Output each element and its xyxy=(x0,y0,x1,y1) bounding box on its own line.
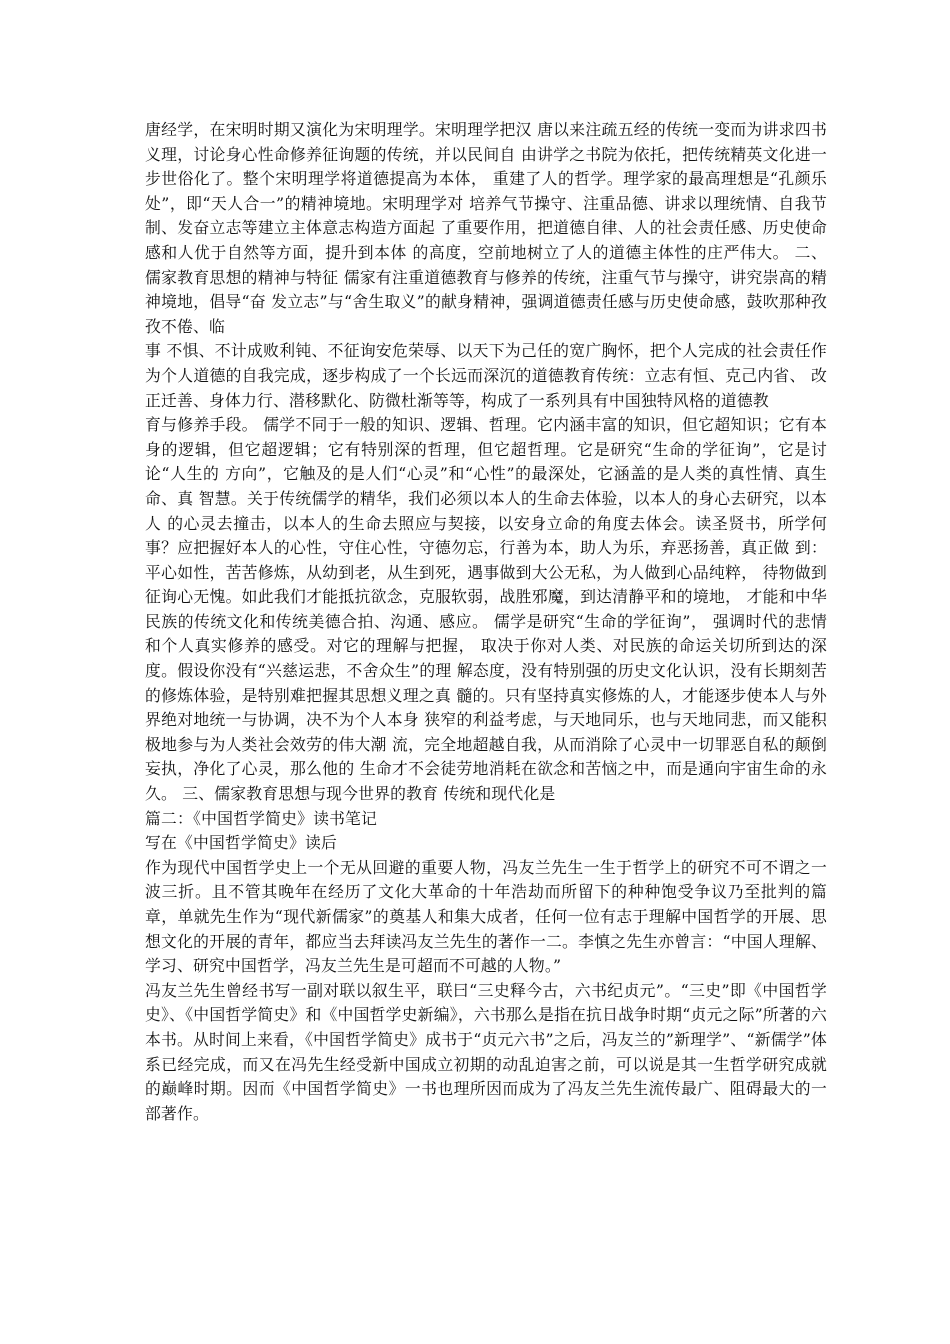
paragraph-song-ming-lixue: 唐经学，在宋明时期又演化为宋明理学。宋明理学把汉 唐以来注疏五经的传统一变而为讲求四书义理，讨论身心性命修养征询题的传统，并以民间自 由讲学之书院为依托，把传统精英文化进一步世俗化了。整个宋明理学将道德提高为本体， 重建了人的哲学。理学家的最高理想是“孔颜乐处”，即“天人合一”的精神境地。宋明理学对 培养气节操守、注重品德、讲求以理统情、自我节制、发奋立志等建立主体意志构造方面起 了重要作用，把道德自律、人的社会责任感、历史使命感和人优于自然等方面，提升到本体 的高度，空前地树立了人的道德主体性的庄严伟大。 二、儒家教育思想的精神与特征 儒家有注重道德教育与修养的传统，注重气节与操守，讲究崇高的精神境地，倡导“奋 发立志”与“舍生取义”的献身精神，强调道德责任感与历史使命感，鼓吹那种孜孜不倦、临 xyxy=(145,120,827,336)
document-body xyxy=(145,118,827,1126)
section-heading-part-two: 篇二：《中国哲学简史》读书笔记 xyxy=(145,808,378,828)
paragraph-feng-youlan-intro: 作为现代中国哲学史上一个无从回避的重要人物，冯友兰先生一生于哲学上的研究不可不谓之一波三折。且不管其晚年在经历了文化大革命的十年浩劫而所留下的种种饱受争议乃至批判的篇章，单就先生作为“现代新儒家”的奠基人和集大成者，任何一位有志于理解中国哲学的开展、思想文化的开展的青年，都应当去拜读冯友兰先生的著作一二。李慎之先生亦曾言：“中国人理解、学习、研究中国哲学，冯友兰先生是可超而不可越的人物。” xyxy=(145,857,827,976)
paragraph-moral-tradition: 事 不惧、不计成败利钝、不征询安危荣辱、以天下为己任的宽广胸怀，把个人完成的社会责任作 为个人道德的自我完成，逐步构成了一个长远而深沉的道德教育传统：立志有恒、克己内省、 改正迁善、身体力行、潜移默化、防微杜渐等等，构成了一系列具有中国独特风格的道德教 xyxy=(145,341,827,410)
paragraph-cultivation-means: 育与修养手段。 儒学不同于一般的知识、逻辑、哲理。它内涵丰富的知识，但它超知识；它有本身的逻辑，但它超逻辑；它有特别深的哲理，但它超哲理。它是研究“生命的学征询”，它是讨论“人生的 方向”，它触及的是人们“心灵”和“心性”的最深处，它涵盖的是人类的真性情、真生命、真 智慧。关于传统儒学的精华，我们必须以本人的生命去体验，以本人的身心去研究，以本人 的心灵去撞击，以本人的生命去照应与契接，以安身立命的角度去体会。读圣贤书，所学何 事？应把握好本人的心性，守住心性，守德勿忘，行善为本，助人为乐，弃恶扬善，真正做 到：平心如性，苦苦修炼，从幼到老，从生到死，遇事做到大公无私，为人做到心品纯粹， 待物做到征询心无愧。如此我们才能抵抗欲念，克服软弱，战胜邪魔，到达清静平和的境地， 才能和中华民族的传统文化和传统美德合拍、沟通、感应。 儒学是研究“生命的学征询”， 强调时代的悲情和个人真实修养的感受。对它的理解与把握， 取决于你对人类、对民族的命运关切所到达的深度。假设你没有“兴慈运悲，不舍众生”的理 解态度，没有特别强的历史文化认识，没有长期刻苦的修炼体验，是特别难把握其思想义理之真 髓的。只有坚持真实修炼的人，才能逐步使本人与外界绝对地统一与协调，决不为个人本身 狭窄的利益考虑，与天地同乐，也与天地同悲，而又能积极地参与为人类社会效劳的伟大潮 流，完全地超越自我，从而消除了心灵中一切罪恶自私的颠倒妄执，净化了心灵，那么他的 生命才不会徒劳地消耗在欲念和苦恼之中，而是通向宇宙生命的永久。 三、儒家教育思想与现今世界的教育 传统和现代化是 xyxy=(145,415,827,804)
paragraph-three-histories: 冯友兰先生曾经书写一副对联以叙生平，联曰“三史释今古，六书纪贞元”。“三史”即《中国哲学史》、《中国哲学简史》和《中国哲学史新编》，六书那么是指在抗日战争时期“贞元之际”所著的六本书。从时间上来看，《中国哲学简史》成书于“贞元六书”之后，冯友兰的”新理学”、“新儒学”体系已经完成，而又在冯先生经受新中国成立初期的动乱迫害之前，可以说是其一生哲学研究成就的巅峰时期。因而《中国哲学简史》一书也理所因而成为了冯友兰先生流传最广、阻碍最大的一部著作。 xyxy=(145,980,827,1123)
essay-title: 写在《中国哲学简史》读后 xyxy=(145,833,337,853)
